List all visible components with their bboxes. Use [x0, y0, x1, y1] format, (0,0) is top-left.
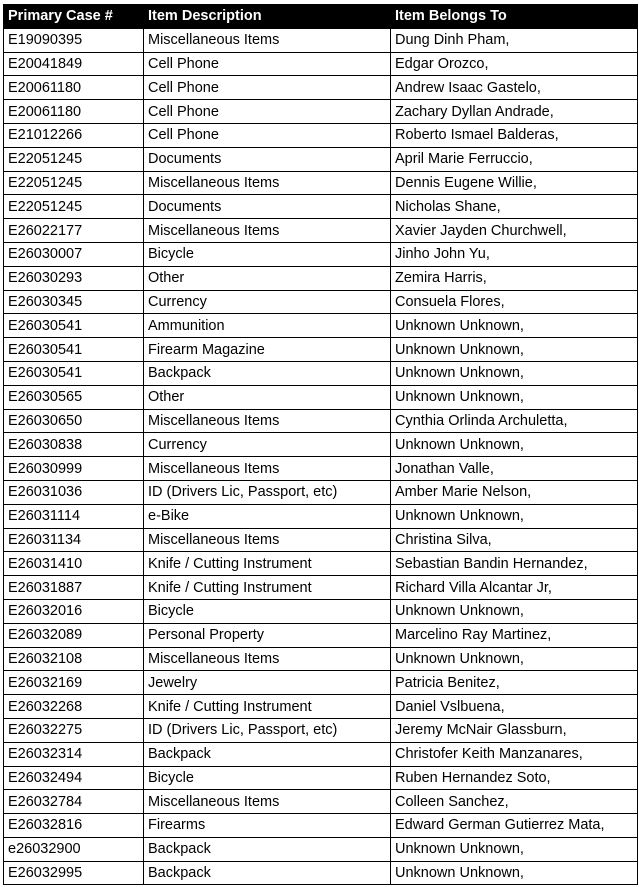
cell-item-description: Knife / Cutting Instrument — [144, 552, 391, 576]
cell-item-belongs-to: Jinho John Yu, — [391, 242, 638, 266]
cell-item-belongs-to: Edward German Gutierrez Mata, — [391, 814, 638, 838]
table-row — [4, 219, 638, 243]
cell-item-belongs-to: April Marie Ferruccio, — [391, 147, 638, 171]
table-row — [4, 242, 638, 266]
cell-primary-case: E22051245 — [4, 195, 144, 219]
cell-item-description: Currency — [144, 290, 391, 314]
cell-item-description: Miscellaneous Items — [144, 219, 391, 243]
cell-item-description: Miscellaneous Items — [144, 528, 391, 552]
cell-item-description: Knife / Cutting Instrument — [144, 576, 391, 600]
cell-item-belongs-to: Unknown Unknown, — [391, 504, 638, 528]
cell-item-belongs-to: Cynthia Orlinda Archuletta, — [391, 409, 638, 433]
table-body — [4, 28, 638, 885]
cell-primary-case: E26030999 — [4, 457, 144, 481]
table-row — [4, 409, 638, 433]
table-row — [4, 76, 638, 100]
cell-item-belongs-to: Zachary Dyllan Andrade, — [391, 100, 638, 124]
cell-item-belongs-to: Christina Silva, — [391, 528, 638, 552]
cell-item-description: ID (Drivers Lic, Passport, etc) — [144, 480, 391, 504]
cell-item-description: Cell Phone — [144, 52, 391, 76]
cell-primary-case: E26032995 — [4, 861, 144, 885]
cell-item-belongs-to: Edgar Orozco, — [391, 52, 638, 76]
cell-item-belongs-to: Marcelino Ray Martinez, — [391, 623, 638, 647]
cell-primary-case: E26030541 — [4, 361, 144, 385]
table-header-row — [4, 5, 638, 29]
cell-primary-case: E21012266 — [4, 123, 144, 147]
cell-item-belongs-to: Amber Marie Nelson, — [391, 480, 638, 504]
cell-primary-case: E26032089 — [4, 623, 144, 647]
table-row — [4, 52, 638, 76]
cell-item-belongs-to: Daniel Vslbuena, — [391, 695, 638, 719]
cell-item-description: Jewelry — [144, 671, 391, 695]
table-row — [4, 695, 638, 719]
table-row — [4, 433, 638, 457]
cell-primary-case: E22051245 — [4, 171, 144, 195]
cell-item-belongs-to: Dennis Eugene Willie, — [391, 171, 638, 195]
table-row — [4, 552, 638, 576]
cell-item-belongs-to: Consuela Flores, — [391, 290, 638, 314]
cell-item-description: Bicycle — [144, 242, 391, 266]
table-row — [4, 361, 638, 385]
cell-item-description: Miscellaneous Items — [144, 647, 391, 671]
table-row — [4, 123, 638, 147]
cell-item-description: Miscellaneous Items — [144, 790, 391, 814]
cell-item-description: Miscellaneous Items — [144, 28, 391, 52]
cell-primary-case: E26032816 — [4, 814, 144, 838]
table-row — [4, 837, 638, 861]
cell-primary-case: E26030293 — [4, 266, 144, 290]
cell-item-description: Firearm Magazine — [144, 338, 391, 362]
cell-item-description: Documents — [144, 195, 391, 219]
cell-item-belongs-to: Unknown Unknown, — [391, 861, 638, 885]
table-row — [4, 528, 638, 552]
table-row — [4, 599, 638, 623]
cell-primary-case: e26032900 — [4, 837, 144, 861]
cell-item-description: Backpack — [144, 361, 391, 385]
cell-item-description: e-Bike — [144, 504, 391, 528]
cell-primary-case: E26030541 — [4, 338, 144, 362]
cell-item-belongs-to: Jeremy McNair Glassburn, — [391, 718, 638, 742]
cell-primary-case: E20061180 — [4, 100, 144, 124]
cell-primary-case: E26022177 — [4, 219, 144, 243]
table-row — [4, 147, 638, 171]
cell-item-description: Miscellaneous Items — [144, 171, 391, 195]
cell-item-belongs-to: Ruben Hernandez Soto, — [391, 766, 638, 790]
cell-item-description: Cell Phone — [144, 100, 391, 124]
cell-item-description: Other — [144, 385, 391, 409]
cell-primary-case: E26032268 — [4, 695, 144, 719]
table-row — [4, 480, 638, 504]
cell-item-description: Bicycle — [144, 766, 391, 790]
cell-item-belongs-to: Unknown Unknown, — [391, 837, 638, 861]
table-row — [4, 338, 638, 362]
cell-primary-case: E26031410 — [4, 552, 144, 576]
cell-item-description: ID (Drivers Lic, Passport, etc) — [144, 718, 391, 742]
cell-item-description: Cell Phone — [144, 76, 391, 100]
table-row — [4, 266, 638, 290]
table-row — [4, 457, 638, 481]
cell-item-belongs-to: Colleen Sanchez, — [391, 790, 638, 814]
cell-item-belongs-to: Dung Dinh Pham, — [391, 28, 638, 52]
cell-primary-case: E26032108 — [4, 647, 144, 671]
cell-item-description: Backpack — [144, 861, 391, 885]
cell-primary-case: E26032275 — [4, 718, 144, 742]
cell-item-belongs-to: Patricia Benitez, — [391, 671, 638, 695]
cell-item-belongs-to: Unknown Unknown, — [391, 338, 638, 362]
cell-primary-case: E26030541 — [4, 314, 144, 338]
cell-item-description: Miscellaneous Items — [144, 409, 391, 433]
cell-item-description: Backpack — [144, 742, 391, 766]
table-row — [4, 742, 638, 766]
cell-item-description: Firearms — [144, 814, 391, 838]
table-row — [4, 28, 638, 52]
cell-item-belongs-to: Christofer Keith Manzanares, — [391, 742, 638, 766]
cell-item-belongs-to: Unknown Unknown, — [391, 433, 638, 457]
cell-primary-case: E26032169 — [4, 671, 144, 695]
cell-primary-case: E22051245 — [4, 147, 144, 171]
cell-item-belongs-to: Unknown Unknown, — [391, 314, 638, 338]
cell-item-description: Bicycle — [144, 599, 391, 623]
cell-item-belongs-to: Sebastian Bandin Hernandez, — [391, 552, 638, 576]
column-header-primary-case: Primary Case # — [4, 5, 144, 29]
table-row — [4, 195, 638, 219]
table-row — [4, 671, 638, 695]
table-row — [4, 814, 638, 838]
table-row — [4, 290, 638, 314]
cell-primary-case: E26032494 — [4, 766, 144, 790]
column-header-item-belongs-to: Item Belongs To — [391, 5, 638, 29]
cell-primary-case: E26030838 — [4, 433, 144, 457]
cell-primary-case: E26030565 — [4, 385, 144, 409]
cell-primary-case: E26030345 — [4, 290, 144, 314]
cell-primary-case: E20041849 — [4, 52, 144, 76]
table-row — [4, 100, 638, 124]
cell-item-description: Personal Property — [144, 623, 391, 647]
column-header-item-description: Item Description — [144, 5, 391, 29]
property-table-container — [3, 4, 637, 885]
cell-primary-case: E26031134 — [4, 528, 144, 552]
cell-item-belongs-to: Zemira Harris, — [391, 266, 638, 290]
cell-item-description: Miscellaneous Items — [144, 457, 391, 481]
property-table — [3, 4, 638, 885]
cell-primary-case: E26030007 — [4, 242, 144, 266]
table-row — [4, 314, 638, 338]
cell-primary-case: E26031036 — [4, 480, 144, 504]
cell-item-belongs-to: Andrew Isaac Gastelo, — [391, 76, 638, 100]
cell-item-belongs-to: Richard Villa Alcantar Jr, — [391, 576, 638, 600]
table-row — [4, 623, 638, 647]
cell-item-belongs-to: Jonathan Valle, — [391, 457, 638, 481]
cell-item-description: Other — [144, 266, 391, 290]
cell-item-belongs-to: Unknown Unknown, — [391, 361, 638, 385]
table-row — [4, 790, 638, 814]
cell-item-belongs-to: Unknown Unknown, — [391, 385, 638, 409]
table-row — [4, 385, 638, 409]
cell-item-belongs-to: Unknown Unknown, — [391, 647, 638, 671]
table-row — [4, 647, 638, 671]
cell-primary-case: E20061180 — [4, 76, 144, 100]
table-row — [4, 171, 638, 195]
cell-primary-case: E26032314 — [4, 742, 144, 766]
table-row — [4, 718, 638, 742]
table-row — [4, 766, 638, 790]
cell-item-description: Currency — [144, 433, 391, 457]
cell-primary-case: E26030650 — [4, 409, 144, 433]
table-row — [4, 861, 638, 885]
cell-primary-case: E26032016 — [4, 599, 144, 623]
cell-primary-case: E26032784 — [4, 790, 144, 814]
cell-primary-case: E26031114 — [4, 504, 144, 528]
cell-primary-case: E19090395 — [4, 28, 144, 52]
cell-item-belongs-to: Nicholas Shane, — [391, 195, 638, 219]
cell-item-description: Backpack — [144, 837, 391, 861]
cell-item-belongs-to: Roberto Ismael Balderas, — [391, 123, 638, 147]
table-row — [4, 504, 638, 528]
cell-item-belongs-to: Unknown Unknown, — [391, 599, 638, 623]
cell-item-description: Knife / Cutting Instrument — [144, 695, 391, 719]
cell-item-belongs-to: Xavier Jayden Churchwell, — [391, 219, 638, 243]
cell-item-description: Cell Phone — [144, 123, 391, 147]
cell-item-description: Ammunition — [144, 314, 391, 338]
table-row — [4, 576, 638, 600]
cell-item-description: Documents — [144, 147, 391, 171]
cell-primary-case: E26031887 — [4, 576, 144, 600]
